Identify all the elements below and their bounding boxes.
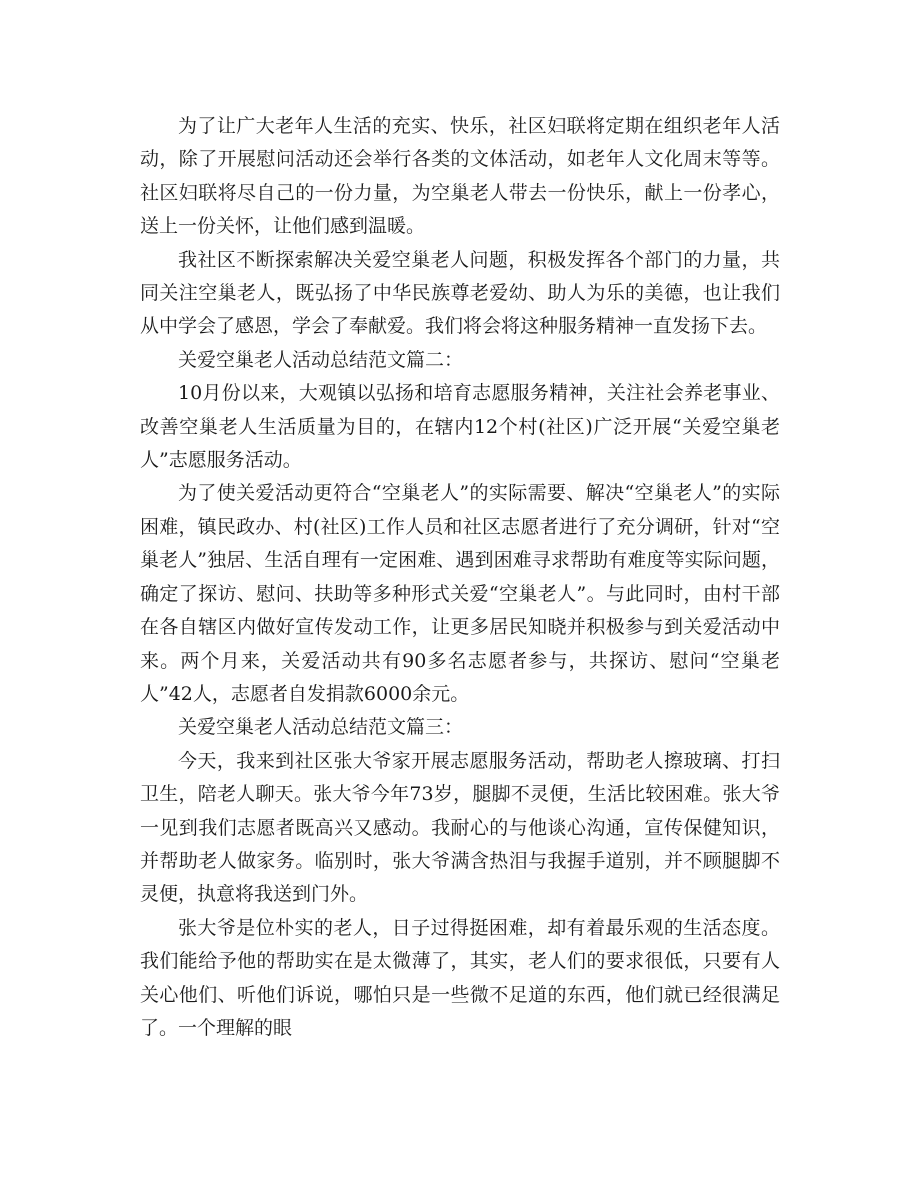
paragraph-3: 10月份以来，大观镇以弘扬和培育志愿服务精神，关注社会养老事业、改善空巢老人生活质量为目的，在辖内12个村(社区)广泛开展“关爱空巢老人”志愿服务活动。 (140, 382, 780, 472)
paragraph-5: 今天，我来到社区张大爷家开展志愿服务活动，帮助老人擦玻璃、打扫卫生，陪老人聊天。张大爷今年73岁，腿脚不灵便，生活比较困难。张大爷一见到我们志愿者既高兴又感动。我耐心的与他谈心沟通，宣传保健知识，并帮助老人做家务。临别时，张大爷满含热泪与我握手道别，并不顾腿脚不灵便，执意将我送到门外。 (140, 749, 780, 906)
section-heading-2: 关爱空巢老人活动总结范文篇二： (178, 348, 464, 371)
section-heading-3: 关爱空巢老人活动总结范文篇三： (178, 716, 464, 739)
paragraph-4: 为了使关爱活动更符合“空巢老人”的实际需要、解决“空巢老人”的实际困难，镇民政办、村(社区)工作人员和社区志愿者进行了充分调研，针对“空巢老人”独居、生活自理有一定困难、遇到困难寻求帮助有难度等实际问题，确定了探访、慰问、扶助等多种形式关爱“空巢老人”。与此同时，由村干部在各自辖区内做好宣传发动工作，让更多居民知晓并积极参与到关爱活动中来。两个月来，关爱活动共有90多名志愿者参与，共探访、慰问“空巢老人”42人，志愿者自发捐款6000余元。 (140, 482, 780, 705)
document-body (140, 110, 780, 1045)
paragraph-1: 为了让广大老年人生活的充实、快乐，社区妇联将定期在组织老年人活动，除了开展慰问活动还会举行各类的文体活动，如老年人文化周末等等。社区妇联将尽自己的一份力量，为空巢老人带去一份快乐，献上一份孝心，送上一份关怀，让他们感到温暖。 (140, 115, 780, 238)
paragraph-6: 张大爷是位朴实的老人，日子过得挺困难，却有着最乐观的生活态度。我们能给予他的帮助实在是太微薄了，其实，老人们的要求很低，只要有人关心他们、听他们诉说，哪怕只是一些微不足道的东西，他们就已经很满足了。一个理解的眼 (140, 916, 780, 1039)
paragraph-2: 我社区不断探索解决关爱空巢老人问题，积极发挥各个部门的力量，共同关注空巢老人，既弘扬了中华民族尊老爱幼、助人为乐的美德，也让我们从中学会了感恩，学会了奉献爱。我们将会将这种服务精神一直发扬下去。 (140, 248, 780, 338)
